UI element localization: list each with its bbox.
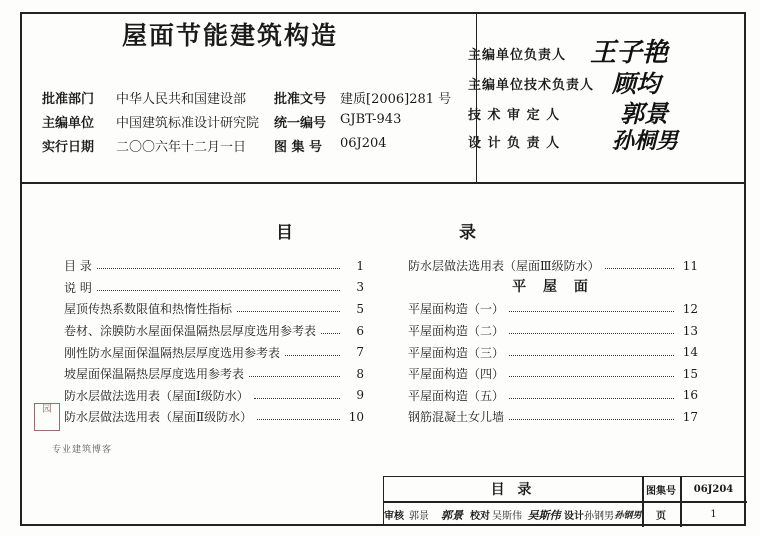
dot-leader xyxy=(509,419,674,420)
dot-leader xyxy=(97,290,340,291)
watermark-stamp: 园 xyxy=(34,403,60,431)
toc-entry-title: 防水层做法选用表（屋面Ⅰ级防水） xyxy=(64,387,252,404)
toc-entry-title: 卷材、涂膜防水屋面保温隔热层厚度选用参考表 xyxy=(64,322,319,339)
toc-entry[interactable] xyxy=(408,341,698,363)
signature-4: 孙桐男 xyxy=(612,128,679,154)
toc-entry[interactable] xyxy=(64,406,364,428)
watermark-blog-text: 专业建筑博客 xyxy=(52,445,113,455)
dot-leader xyxy=(254,398,340,399)
editor-unit-value: 中国建筑标准设计研究院 xyxy=(116,116,260,131)
review-label: 审核 xyxy=(384,511,404,522)
toc-entry-page: 3 xyxy=(356,280,364,295)
editor-unit-label: 主编单位 xyxy=(42,116,95,131)
toc-entry-page: 7 xyxy=(356,345,364,360)
toc-entry-page: 17 xyxy=(682,409,698,424)
atlas-no-label: 图 集 号 xyxy=(274,140,323,155)
designer-signature: 孙钢男 xyxy=(614,511,642,521)
checker-name: 吴斯伟 xyxy=(492,511,522,522)
atlas-no-label-tb: 图集号 xyxy=(646,485,676,497)
toc-entry-page: 11 xyxy=(682,258,698,273)
toc-right-column xyxy=(408,255,698,428)
toc-heading-char-2: 录 xyxy=(459,223,476,243)
atlas-no-tb: 06J204 xyxy=(693,483,734,495)
page-label: 页 xyxy=(656,511,666,522)
toc-entry[interactable] xyxy=(64,385,364,407)
check-label: 校对 xyxy=(470,511,490,522)
toc-entry[interactable] xyxy=(64,320,364,342)
toc-entry[interactable] xyxy=(408,385,698,407)
toc-entry[interactable] xyxy=(408,320,698,342)
signature-3: 郭景 xyxy=(620,99,668,128)
reviewer-name: 郭景 xyxy=(409,511,429,522)
atlas-no-value: 06J204 xyxy=(340,136,387,151)
chief-editor-tech-head-label: 主编单位技术负责人 xyxy=(468,78,595,93)
dot-leader xyxy=(509,311,674,312)
toc-entry-page: 13 xyxy=(682,323,698,338)
toc-entry[interactable] xyxy=(64,298,364,320)
section-heading-flat-roof: 平 屋 面 xyxy=(512,278,594,295)
toc-entry-title: 防水层做法选用表（屋面Ⅱ级防水） xyxy=(64,408,255,425)
toc-entry-page: 15 xyxy=(682,366,698,381)
toc-entry-title: 平屋面构造（五） xyxy=(408,387,507,404)
dot-leader xyxy=(509,398,674,399)
approval-no-value: 建质[2006]281 号 xyxy=(340,92,452,107)
unified-no-label: 统一编号 xyxy=(274,116,327,131)
approval-dept-label: 批准部门 xyxy=(42,92,95,107)
dot-leader xyxy=(605,268,674,269)
signature-2: 顾均 xyxy=(612,69,660,98)
toc-entry-page: 9 xyxy=(356,388,364,403)
dot-leader xyxy=(237,311,340,312)
title-block xyxy=(383,476,746,526)
dot-leader xyxy=(97,268,340,269)
dot-leader xyxy=(321,333,340,334)
toc-entry-title: 钢筋混凝土女儿墙 xyxy=(408,408,507,425)
toc-heading xyxy=(276,218,476,243)
toc-entry-title: 平屋面构造（一） xyxy=(408,300,507,317)
chief-editor-unit-head-label: 主编单位负责人 xyxy=(468,48,567,63)
toc-entry-title: 平屋面构造（二） xyxy=(408,322,507,339)
unified-no-value: GJBT-943 xyxy=(340,112,402,127)
signature-1: 王子艳 xyxy=(590,38,669,68)
toc-entry-page: 1 xyxy=(356,258,364,273)
toc-entry[interactable] xyxy=(64,277,364,299)
toc-entry-title: 刚性防水屋面保温隔热层厚度选用参考表 xyxy=(64,344,283,361)
toc-entry-page: 5 xyxy=(356,301,364,316)
checker-signature: 吴斯伟 xyxy=(527,508,561,522)
design-head-label: 设 计 负 责 人 xyxy=(468,136,561,151)
effective-date-value: 二〇〇六年十二月一日 xyxy=(116,140,247,155)
toc-entry-title: 平屋面构造（三） xyxy=(408,344,507,361)
approval-no-label: 批准文号 xyxy=(274,92,327,107)
sheet-title: 目 录 xyxy=(490,482,536,498)
effective-date-label: 实行日期 xyxy=(42,140,95,155)
toc-entry[interactable] xyxy=(64,255,364,277)
dot-leader xyxy=(249,376,340,377)
dot-leader xyxy=(509,355,674,356)
design-label: 设计 xyxy=(564,511,584,522)
dot-leader xyxy=(509,333,674,334)
toc-entry-page: 8 xyxy=(356,366,364,381)
dot-leader xyxy=(257,419,340,420)
designer-name: 孙钢男 xyxy=(584,511,614,522)
toc-entry-title: 说 明 xyxy=(64,279,95,296)
dot-leader xyxy=(509,376,674,377)
toc-entry-page: 16 xyxy=(682,388,698,403)
toc-entry[interactable] xyxy=(64,341,364,363)
toc-entry[interactable] xyxy=(64,363,364,385)
technical-reviewer-label: 技 术 审 定 人 xyxy=(468,108,561,123)
toc-entry-title: 防水层做法选用表（屋面Ⅲ级防水） xyxy=(408,257,603,274)
toc-entry[interactable] xyxy=(408,363,698,385)
toc-entry-title: 目 录 xyxy=(64,257,95,274)
toc-heading-char-1: 目 xyxy=(276,223,293,243)
toc-entry[interactable] xyxy=(408,298,698,320)
toc-left-column xyxy=(64,255,364,428)
toc-entry-page: 12 xyxy=(682,301,698,316)
toc-entry[interactable] xyxy=(408,406,698,428)
toc-entry-page: 10 xyxy=(348,409,364,424)
toc-entry-title: 平屋面构造（四） xyxy=(408,365,507,382)
dot-leader xyxy=(285,355,340,356)
toc-entry-page: 6 xyxy=(356,323,364,338)
page-number: 1 xyxy=(710,509,717,520)
toc-entry-page: 14 xyxy=(682,345,698,360)
header-vertical-divider xyxy=(476,14,477,182)
atlas-title: 屋面节能建筑构造 xyxy=(121,21,338,50)
approval-dept-value: 中华人民共和国建设部 xyxy=(116,92,247,107)
toc-entry[interactable] xyxy=(408,255,698,277)
toc-entry-title: 坡屋面保温隔热层厚度选用参考表 xyxy=(64,365,247,382)
toc-entry-title: 屋顶传热系数限值和热惰性指标 xyxy=(64,300,235,317)
reviewer-signature: 郭景 xyxy=(441,508,463,522)
header-divider xyxy=(22,182,744,184)
